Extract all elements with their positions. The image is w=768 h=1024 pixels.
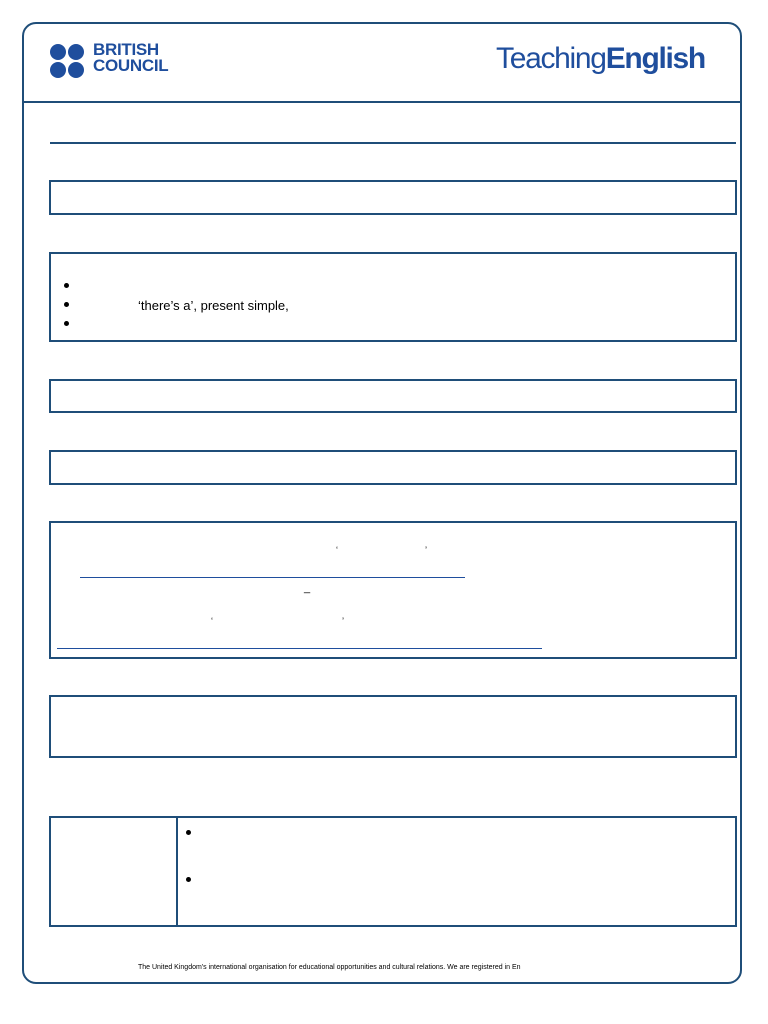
quote-mark: ’ [425, 545, 427, 555]
resources-box [49, 521, 737, 659]
lesson-table [49, 816, 737, 927]
info-box-6 [49, 695, 737, 758]
info-box-1 [49, 180, 737, 215]
resource-link-2[interactable] [57, 648, 542, 649]
logo-teaching: Teaching [496, 42, 606, 75]
bullet-icon [64, 302, 69, 307]
bullet-icon [64, 321, 69, 326]
footer-text: The United Kingdom's international organisation for educational opportunities and cultural relations. We are registered in En [138, 964, 521, 971]
british-council-logo [50, 42, 180, 80]
british-council-wordmark [93, 42, 168, 74]
logo-english: English [605, 42, 705, 75]
logo-line-2: COUNCIL [93, 56, 169, 75]
dash-mark: _ [304, 582, 311, 594]
title-underline [50, 142, 736, 144]
teaching-english-logo [496, 42, 705, 76]
resource-link-1[interactable] [80, 577, 465, 578]
bullet-icon [186, 830, 191, 835]
quote-mark: ‘ [336, 545, 338, 555]
bullet-icon [186, 877, 191, 882]
header-divider [22, 101, 742, 103]
table-column-divider [176, 816, 178, 927]
quote-mark: ‘ [211, 616, 213, 626]
bullet-icon [64, 283, 69, 288]
british-council-dots-icon [50, 44, 90, 78]
quote-mark: ’ [342, 616, 344, 626]
logo-line-1: BRITISH [93, 40, 159, 59]
info-box-4 [49, 450, 737, 485]
info-box-3 [49, 379, 737, 413]
